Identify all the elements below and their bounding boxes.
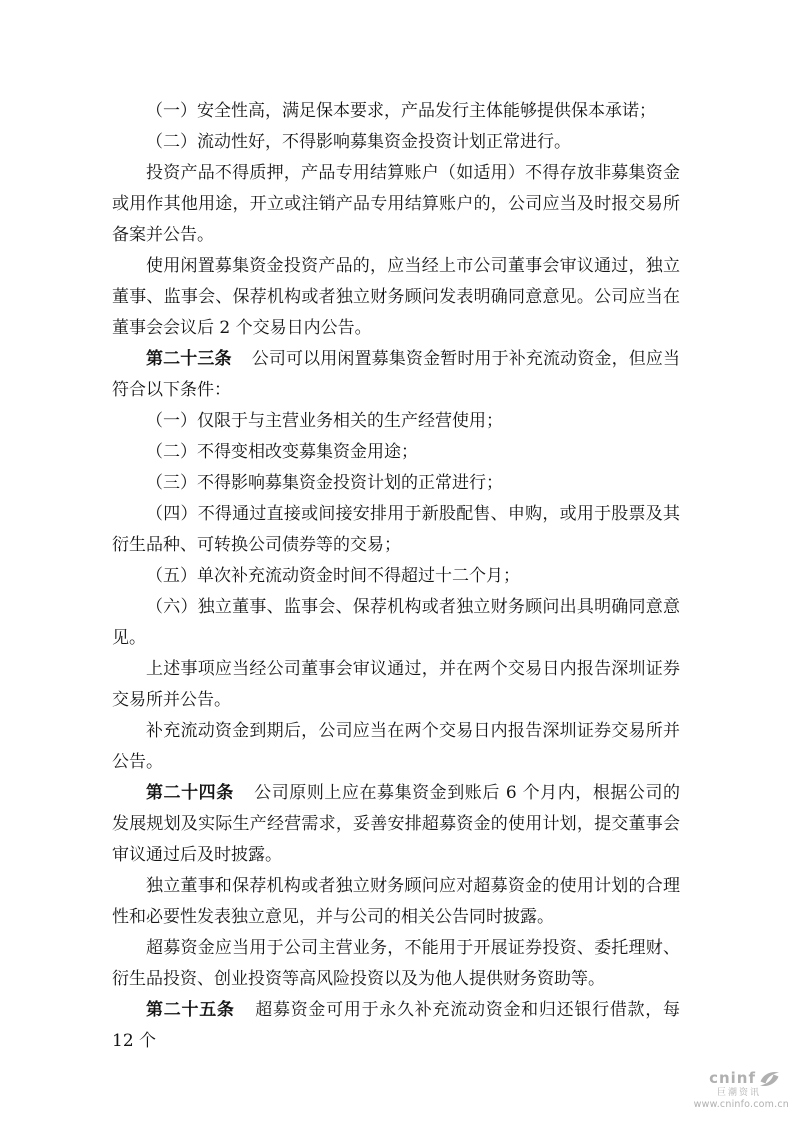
- paragraph: [112, 995, 680, 1057]
- paragraph: [112, 96, 680, 127]
- cninfo-watermark: [694, 1070, 789, 1110]
- cninfo-swirl-icon: [759, 1070, 780, 1088]
- cninfo-logo-subtext: 巨潮资讯: [716, 1087, 761, 1098]
- document-body: [112, 96, 680, 1057]
- paragraph: [112, 592, 680, 654]
- article-number: 第二十五条: [146, 1000, 235, 1020]
- paragraph: [112, 251, 680, 344]
- paragraph: [112, 716, 680, 778]
- paragraph-text: 上述事项应当经公司董事会审议通过，并在两个交易日内报告深圳证券交易所并公告。: [112, 659, 680, 710]
- paragraph-text: 超募资金可用于永久补充流动资金和归还银行借款，每 12 个: [112, 1000, 681, 1051]
- paragraph: [112, 778, 680, 871]
- paragraph: [112, 468, 680, 499]
- paragraph: [112, 933, 680, 995]
- paragraph-text: （一）仅限于与主营业务相关的生产经营使用；: [146, 411, 503, 431]
- paragraph-text: （四）不得通过直接或间接安排用于新股配售、申购，或用于股票及其衍生品种、可转换公司债券等的交易；: [112, 504, 680, 555]
- article-number: 第二十三条: [146, 349, 232, 369]
- paragraph-text: 公司原则上应在募集资金到账后 6 个月内，根据公司的发展规划及实际生产经营需求，妥善安排超募资金的使用计划，提交董事会审议通过后及时披露。: [112, 783, 681, 865]
- paragraph: [112, 127, 680, 158]
- paragraph-text: 使用闲置募集资金投资产品的，应当经上市公司董事会审议通过，独立董事、监事会、保荐机构或者独立财务顾问发表明确同意意见。公司应当在董事会会议后 2 个交易日内公告。: [112, 256, 680, 338]
- paragraph-text: 独立董事和保荐机构或者独立财务顾问应对超募资金的使用计划的合理性和必要性发表独立意见，并与公司的相关公告同时披露。: [112, 876, 680, 927]
- paragraph: [112, 871, 680, 933]
- article-number: 第二十四条: [146, 783, 234, 803]
- cninfo-url: www.cninfo.com.cn: [693, 1099, 789, 1111]
- paragraph-text: （二）不得变相改变募集资金用途；: [146, 442, 418, 462]
- paragraph-text: （一）安全性高，满足保本要求，产品发行主体能够提供保本承诺；: [146, 101, 656, 121]
- cninfo-logo-text: cninf: [709, 1068, 756, 1087]
- paragraph-text: 超募资金应当用于公司主营业务，不能用于开展证券投资、委托理财、衍生品投资、创业投资等高风险投资以及为他人提供财务资助等。: [112, 938, 680, 989]
- paragraph: [112, 561, 680, 592]
- paragraph: [112, 406, 680, 437]
- paragraph: [112, 499, 680, 561]
- paragraph-text: 公司可以用闲置募集资金暂时用于补充流动资金，但应当符合以下条件：: [112, 349, 681, 400]
- paragraph: [112, 437, 680, 468]
- paragraph-text: （二）流动性好，不得影响募集资金投资计划正常进行。: [146, 132, 571, 152]
- paragraph-text: （五）单次补充流动资金时间不得超过十二个月；: [146, 566, 520, 586]
- paragraph: [112, 654, 680, 716]
- paragraph-text: （六）独立董事、监事会、保荐机构或者独立财务顾问出具明确同意意见。: [112, 597, 680, 648]
- cninfo-logo-row: [694, 1070, 789, 1088]
- paragraph-text: 投资产品不得质押，产品专用结算账户（如适用）不得存放非募集资金或用作其他用途，开立或注销产品专用结算账户的，公司应当及时报交易所备案并公告。: [112, 163, 680, 245]
- paragraph: [112, 344, 680, 406]
- paragraph: [112, 158, 680, 251]
- paragraph-text: 补充流动资金到期后，公司应当在两个交易日内报告深圳证券交易所并公告。: [112, 721, 680, 772]
- paragraph-text: （三）不得影响募集资金投资计划的正常进行；: [146, 473, 503, 493]
